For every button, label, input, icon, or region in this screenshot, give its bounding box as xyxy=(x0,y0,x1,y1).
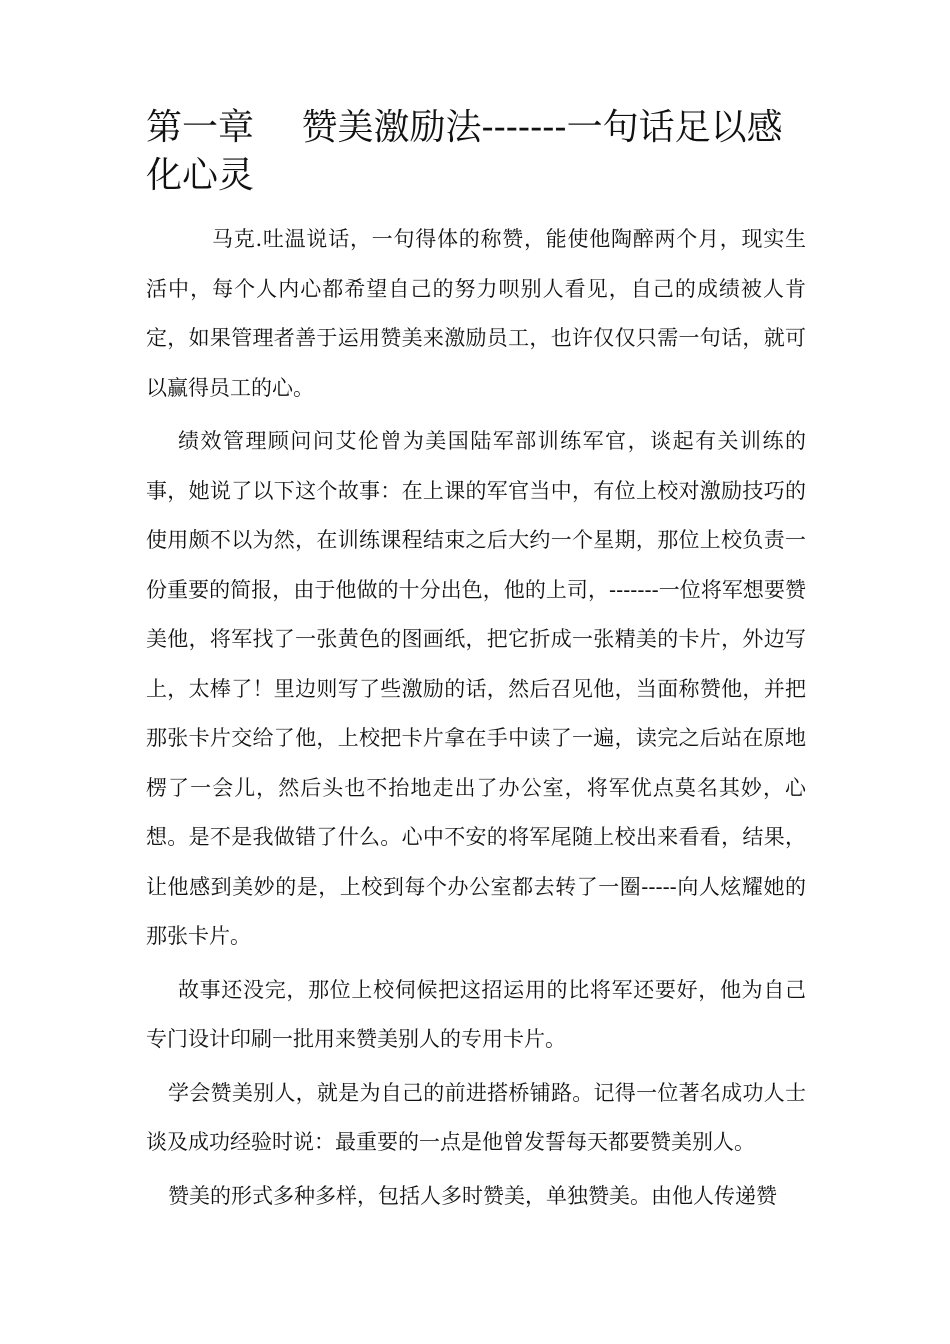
paragraph-4: 学会赞美别人，就是为自己的前进搭桥铺路。记得一位著名成功人士谈及成功经验时说：最重要的一点是他曾发誓每天都要赞美别人。 xyxy=(146,1080,806,1154)
document-body xyxy=(146,215,806,1221)
chapter-title: 第一章 赞美激励法-------一句话足以感化心灵 xyxy=(146,107,783,196)
paragraph-3: 故事还没完，那位上校伺候把这招运用的比将军还要好，他为自己专门设计印刷一批用来赞美别人的专用卡片。 xyxy=(146,977,806,1051)
paragraph-2: 绩效管理顾问问艾伦曾为美国陆军部训练军官，谈起有关训练的事，她说了以下这个故事：在上课的军官当中，有位上校对激励技巧的使用颇不以为然，在训练课程结束之后大约一个星期，那位上校负责一份重要的简报，由于他做的十分出色，他的上司，-------一位将军想要赞美他，将军找了一张黄色的图画纸，把它折成一张精美的卡片，外边写上，太棒了！里边则写了些激励的话，然后召见他，当面称赞他，并把那张卡片交给了他，上校把卡片拿在手中读了一遍，读完之后站在原地楞了一会儿，然后头也不抬地走出了办公室，将军优点莫名其妙，心想。是不是我做错了什么。心中不安的将军尾随上校出来看看，结果，让他感到美妙的是，上校到每个办公室都去转了一圈-----向人炫耀她的那张卡片。 xyxy=(146,429,806,948)
paragraph-1: 马克.吐温说话，一句得体的称赞，能使他陶醉两个月，现实生活中，每个人内心都希望自己的努力呗别人看见，自己的成绩被人肯定，如果管理者善于运用赞美来激励员工，也许仅仅只需一句话，就可以赢得员工的心。 xyxy=(146,227,806,400)
paragraph-5: 赞美的形式多种多样，包括人多时赞美，单独赞美。由他人传递赞 xyxy=(168,1183,777,1208)
